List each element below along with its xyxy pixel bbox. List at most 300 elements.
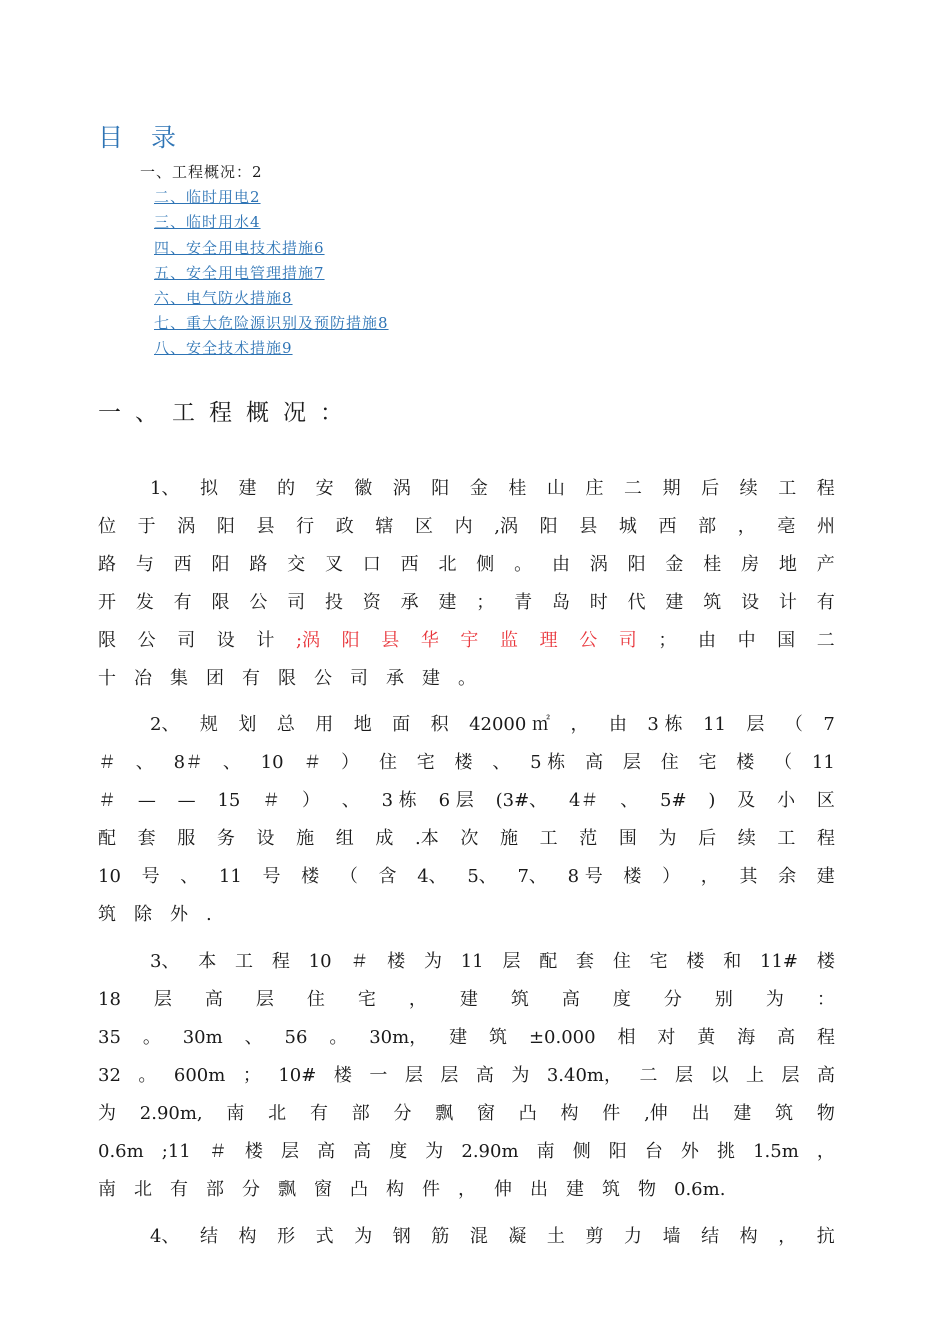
text-token: 设 xyxy=(256,828,275,849)
text-token: 阳 xyxy=(431,478,450,499)
text-token: 18 xyxy=(98,989,121,1010)
text-token: ） xyxy=(301,790,320,811)
text-token: 11 xyxy=(460,951,484,972)
text-token: 二 xyxy=(639,1065,658,1086)
text-token: 4、 xyxy=(417,866,447,887)
text-token: 中 xyxy=(737,630,756,651)
text-line xyxy=(98,706,835,744)
text-token: ， xyxy=(458,1179,476,1200)
text-token: 5、 xyxy=(467,866,497,887)
text-token: 阳 xyxy=(211,554,230,575)
text-token: 司 xyxy=(350,668,368,689)
paragraph-3 xyxy=(98,943,835,1209)
text-line xyxy=(98,943,835,981)
text-token: 楼 xyxy=(301,866,320,887)
text-token: 城 xyxy=(618,516,637,537)
text-token: ＃ xyxy=(350,951,369,972)
text-token: 阳 xyxy=(627,554,646,575)
text-token: 为 xyxy=(423,951,442,972)
text-line xyxy=(98,546,835,584)
text-token: 房 xyxy=(741,554,760,575)
text-token: 规 xyxy=(199,714,218,735)
text-token: 、 xyxy=(620,790,639,811)
text-line xyxy=(98,1171,835,1209)
text-token: 侧 xyxy=(572,1141,591,1162)
text-token: 构 xyxy=(238,1226,257,1247)
text-token: 庄 xyxy=(585,478,604,499)
text-token: 式 xyxy=(315,1226,334,1247)
text-token: ) xyxy=(708,790,716,811)
text-token: 划 xyxy=(238,714,257,735)
text-token: 一 xyxy=(369,1065,388,1086)
highlighted-text: ;涡 xyxy=(295,630,321,651)
highlighted-text: 理 xyxy=(539,630,558,651)
text-token: 黄 xyxy=(697,1027,716,1048)
highlighted-text: 县 xyxy=(381,630,400,651)
text-line xyxy=(98,508,835,546)
text-token: 用 xyxy=(315,714,334,735)
text-token: 分 xyxy=(393,1103,412,1124)
text-token: 筑 xyxy=(98,904,116,925)
text-token: 套 xyxy=(137,828,156,849)
text-token: 楼 xyxy=(736,752,755,773)
text-token: 层 xyxy=(255,989,274,1010)
text-token: 楼 xyxy=(333,1065,352,1086)
text-token: 公 xyxy=(314,668,332,689)
text-token: 号 xyxy=(141,866,160,887)
text-token: 楼 xyxy=(454,752,473,773)
text-token: 高 xyxy=(353,1141,372,1162)
text-token: 交 xyxy=(287,554,306,575)
text-token: 阳 xyxy=(216,516,235,537)
text-token: 、 xyxy=(222,752,241,773)
text-token: 与 xyxy=(135,554,154,575)
text-token: 11 xyxy=(218,866,242,887)
text-token: 别 xyxy=(714,989,733,1010)
text-token: 西 xyxy=(400,554,419,575)
text-token: 筑 xyxy=(775,1103,794,1124)
text-line xyxy=(98,622,835,660)
paragraph-4 xyxy=(98,1218,835,1256)
text-token: 层 xyxy=(622,752,641,773)
text-token: 套 xyxy=(576,951,595,972)
text-token: 区 xyxy=(816,790,835,811)
toc-entry-0: 一、工程概况：2 xyxy=(140,163,263,181)
text-token: 住 xyxy=(306,989,325,1010)
text-token: 楼 xyxy=(816,951,835,972)
text-token: 高 xyxy=(777,1027,796,1048)
text-token: 计 xyxy=(256,630,275,651)
text-token: 司 xyxy=(287,592,306,613)
text-token: ， xyxy=(778,1226,797,1247)
text-token: 。 xyxy=(329,1027,348,1048)
highlighted-text: 阳 xyxy=(341,630,360,651)
text-token: 有 xyxy=(173,592,192,613)
text-token: 构 xyxy=(560,1103,579,1124)
text-token: 高 xyxy=(817,1065,835,1086)
text-token: 内 xyxy=(454,516,473,537)
text-token: 于 xyxy=(137,516,156,537)
text-token: 路 xyxy=(98,554,116,575)
text-token: 开 xyxy=(98,592,116,613)
text-token: 设 xyxy=(216,630,235,651)
text-token: 剪 xyxy=(585,1226,604,1247)
text-token: 。 xyxy=(142,1027,161,1048)
text-token: 15 xyxy=(217,790,241,811)
text-token: 层 xyxy=(404,1065,423,1086)
text-line xyxy=(98,1133,835,1171)
text-token: 42000 ㎡ xyxy=(469,714,551,735)
toc-link-5[interactable]: 六、电气防火措施8 xyxy=(154,289,293,307)
text-line xyxy=(98,584,835,622)
text-token: 11 xyxy=(811,752,835,773)
text-token: 除 xyxy=(134,904,152,925)
text-token: 西 xyxy=(173,554,192,575)
text-token: 层 xyxy=(153,989,172,1010)
text-token: 住 xyxy=(378,752,397,773)
text-token: 建 xyxy=(449,1027,468,1048)
text-token: 配 xyxy=(539,951,558,972)
text-token: 7、 xyxy=(517,866,547,887)
toc-link-2[interactable]: 三、临时用水4 xyxy=(154,213,261,232)
text-token: ， xyxy=(408,989,427,1010)
text-token: 7 xyxy=(823,714,835,735)
text-token: 钢 xyxy=(392,1226,411,1247)
text-token: 结 xyxy=(200,1226,218,1247)
text-token: 建 xyxy=(459,989,478,1010)
text-token: ,伸 xyxy=(644,1103,668,1124)
text-line xyxy=(98,744,835,782)
text-token: ） xyxy=(662,866,681,887)
section-heading: 一、工程概况： xyxy=(98,400,357,426)
text-token: 10 xyxy=(98,866,121,887)
text-token: 总 xyxy=(276,714,295,735)
text-line xyxy=(98,858,835,896)
text-token: 窗 xyxy=(314,1179,332,1200)
text-token: 团 xyxy=(206,668,224,689)
text-token: 部 xyxy=(206,1179,224,1200)
text-token: 南 xyxy=(536,1141,555,1162)
text-token: 有 xyxy=(242,668,260,689)
text-token: 高 xyxy=(475,1065,494,1086)
text-line xyxy=(98,981,835,1019)
text-token: 山 xyxy=(546,478,565,499)
text-token: 部 xyxy=(351,1103,370,1124)
text-line xyxy=(98,470,835,508)
text-token: 位 xyxy=(98,516,116,537)
toc-link-4[interactable]: 五、安全用电管理措施7 xyxy=(154,263,325,282)
text-token: 筋 xyxy=(431,1226,450,1247)
text-token: ;11 xyxy=(161,1141,191,1162)
text-token: 0.6m xyxy=(98,1141,144,1162)
text-token: 3.40m， xyxy=(546,1065,622,1086)
text-token: 建 xyxy=(816,866,835,887)
text-token: 层 xyxy=(502,951,521,972)
text-token: 2.90m xyxy=(461,1141,519,1162)
text-token: 围 xyxy=(618,828,637,849)
text-token: 4＃ xyxy=(568,790,599,811)
text-token: 墙 xyxy=(662,1226,681,1247)
text-token: 承 xyxy=(400,592,419,613)
text-token: 3 栋 xyxy=(381,790,417,811)
text-token: 5# xyxy=(660,790,687,811)
text-token: 层 xyxy=(781,1065,800,1086)
text-token: 为 xyxy=(425,1141,444,1162)
text-token: 为 xyxy=(511,1065,530,1086)
text-token: 徽 xyxy=(354,478,373,499)
text-token: 飘 xyxy=(435,1103,454,1124)
text-token: ； xyxy=(476,592,495,613)
text-token: 工 xyxy=(777,828,796,849)
text-token: 楼 xyxy=(244,1141,263,1162)
text-token: 县 xyxy=(256,516,275,537)
toc-title: 目 录 xyxy=(98,123,186,152)
text-token: 层 xyxy=(675,1065,693,1086)
text-token: 有 xyxy=(816,592,835,613)
text-token: 2、 xyxy=(150,714,180,735)
text-token: 阳 xyxy=(539,516,558,537)
text-token: （ xyxy=(784,714,803,735)
text-token: 后 xyxy=(701,478,720,499)
text-token: 涡 xyxy=(392,478,411,499)
text-token: 建 xyxy=(422,668,440,689)
text-token: 的 xyxy=(277,478,296,499)
paragraph-1 xyxy=(98,470,835,698)
text-token: 住 xyxy=(660,752,679,773)
text-token: 高 xyxy=(317,1141,336,1162)
text-token: 混 xyxy=(469,1226,488,1247)
highlighted-text: 监 xyxy=(500,630,519,651)
paragraph-2 xyxy=(98,706,835,934)
text-token: 施 xyxy=(499,828,518,849)
text-token: 北 xyxy=(438,554,457,575)
text-token: 35 xyxy=(98,1027,121,1048)
text-token: 高 xyxy=(585,752,604,773)
text-token: 范 xyxy=(579,828,598,849)
text-token: 阳 xyxy=(608,1141,627,1162)
text-token: 拟 xyxy=(200,478,218,499)
text-token: ＃ xyxy=(208,1141,227,1162)
text-token: 筑 xyxy=(510,989,529,1010)
text-token: 地 xyxy=(353,714,372,735)
text-token: 桂 xyxy=(508,478,527,499)
text-line xyxy=(98,1218,835,1256)
text-token: 物 xyxy=(816,1103,835,1124)
text-token: 面 xyxy=(392,714,411,735)
text-token: — xyxy=(137,790,156,811)
text-token: 工 xyxy=(235,951,254,972)
text-token: 北 xyxy=(134,1179,152,1200)
text-token: ， xyxy=(816,1141,835,1162)
text-token: 限 xyxy=(98,630,116,651)
text-token: 二 xyxy=(816,630,835,651)
text-token: 宅 xyxy=(649,951,668,972)
toc-link-3[interactable]: 四、安全用电技术措施6 xyxy=(154,238,325,257)
text-token: ， xyxy=(700,866,719,887)
text-token: 亳 xyxy=(777,516,796,537)
text-token: 宅 xyxy=(416,752,435,773)
text-token: 海 xyxy=(737,1027,756,1048)
text-token: 司 xyxy=(177,630,196,651)
text-token: 10 xyxy=(308,951,332,972)
text-token: 为 xyxy=(98,1103,116,1124)
text-token: 组 xyxy=(335,828,354,849)
text-token: 8＃ xyxy=(173,752,204,773)
text-token: 施 xyxy=(296,828,315,849)
text-token: 挑 xyxy=(717,1141,735,1162)
text-token: ＃ xyxy=(98,752,116,773)
text-token: 构 xyxy=(386,1179,404,1200)
text-token: 8 号 xyxy=(567,866,603,887)
text-token: 期 xyxy=(662,478,681,499)
text-token: 青 xyxy=(514,592,533,613)
text-token: （ xyxy=(339,866,358,887)
text-token: 服 xyxy=(177,828,196,849)
text-token: 构 xyxy=(739,1226,758,1247)
text-token: 以 xyxy=(710,1065,729,1086)
text-line xyxy=(98,820,835,858)
text-token: ； xyxy=(658,630,677,651)
toc-link-7[interactable]: 八、安全技术措施9 xyxy=(154,339,293,358)
text-token: 续 xyxy=(739,478,758,499)
text-token: 度 xyxy=(612,989,631,1010)
text-token: 工 xyxy=(539,828,558,849)
text-token: 行 xyxy=(296,516,315,537)
text-token: 成 xyxy=(375,828,394,849)
text-token: 地 xyxy=(778,554,797,575)
text-token: 余 xyxy=(778,866,797,887)
text-token: 结 xyxy=(701,1226,720,1247)
text-line xyxy=(98,782,835,820)
text-token: 公 xyxy=(249,592,268,613)
text-token: 续 xyxy=(737,828,756,849)
text-token: 由 xyxy=(697,630,716,651)
text-token: 件 xyxy=(422,1179,440,1200)
text-token: 路 xyxy=(249,554,268,575)
text-token: 北 xyxy=(268,1103,287,1124)
text-token: 有 xyxy=(170,1179,188,1200)
text-token: 2.90m, xyxy=(139,1103,203,1124)
text-token: 凸 xyxy=(350,1179,368,1200)
text-token: 含 xyxy=(378,866,397,887)
text-token: 32 xyxy=(98,1065,121,1086)
text-token: 10# xyxy=(278,1065,317,1086)
text-token: 建 xyxy=(665,592,684,613)
text-token: 及 xyxy=(737,790,756,811)
text-token: 国 xyxy=(777,630,796,651)
text-token: 承 xyxy=(386,668,404,689)
text-line xyxy=(98,660,835,698)
text-token: 有 xyxy=(309,1103,328,1124)
text-line xyxy=(98,896,835,934)
text-token: 西 xyxy=(658,516,677,537)
text-token: 件 xyxy=(602,1103,621,1124)
text-token: 0.6m. xyxy=(674,1179,726,1200)
text-token: 工 xyxy=(778,478,797,499)
text-token: 出 xyxy=(691,1103,710,1124)
text-token: .本 xyxy=(415,828,439,849)
text-token: 。 xyxy=(514,554,533,575)
text-token: 桂 xyxy=(703,554,722,575)
text-token: 程 xyxy=(816,828,835,849)
text-token: 分 xyxy=(242,1179,260,1200)
text-token: 土 xyxy=(546,1226,565,1247)
text-token: 、 xyxy=(180,866,199,887)
text-token: ， xyxy=(737,516,756,537)
text-token: 、 xyxy=(135,752,154,773)
text-token: 公 xyxy=(137,630,156,651)
text-token: 州 xyxy=(816,516,835,537)
text-token: 十 xyxy=(98,668,116,689)
toc-link-1[interactable]: 二、临时用电2 xyxy=(154,188,261,207)
text-token: 和 xyxy=(723,951,742,972)
text-token: ,涡 xyxy=(494,516,518,537)
text-token: 为 xyxy=(765,989,784,1010)
text-token: 形 xyxy=(277,1226,296,1247)
text-token: 程 xyxy=(271,951,290,972)
text-token: 3 栋 xyxy=(647,714,683,735)
text-token: 限 xyxy=(211,592,230,613)
text-token: 口 xyxy=(362,554,381,575)
text-token: 涡 xyxy=(177,516,196,537)
text-token: 为 xyxy=(658,828,677,849)
text-token: 务 xyxy=(216,828,235,849)
text-line xyxy=(98,1095,835,1133)
text-token: 筑 xyxy=(602,1179,620,1200)
text-token: 凸 xyxy=(518,1103,537,1124)
text-token: 10 xyxy=(260,752,284,773)
text-token: 层 xyxy=(280,1141,299,1162)
text-token: （ xyxy=(774,752,793,773)
text-token: 金 xyxy=(665,554,684,575)
text-token: 南 xyxy=(226,1103,245,1124)
text-token: 其 xyxy=(739,866,758,887)
text-token: 5 栋 xyxy=(530,752,566,773)
text-token: 30m， xyxy=(369,1027,428,1048)
text-token: ＃ xyxy=(98,790,116,811)
text-token: 筑 xyxy=(489,1027,508,1048)
text-token: (3#、 xyxy=(495,790,548,811)
text-token: 台 xyxy=(644,1141,663,1162)
text-token: 投 xyxy=(324,592,343,613)
text-token: 住 xyxy=(612,951,631,972)
text-token: 抗 xyxy=(816,1226,835,1247)
text-token: 。 xyxy=(458,668,476,689)
text-token: 宅 xyxy=(357,989,376,1010)
text-token: 积 xyxy=(430,714,449,735)
text-token: 30m xyxy=(182,1027,223,1048)
toc-link-6[interactable]: 七、重大危险源识别及预防措施8 xyxy=(154,314,389,333)
text-token: 程 xyxy=(816,478,835,499)
text-token: 高 xyxy=(561,989,580,1010)
text-token: ， xyxy=(570,714,589,735)
text-token: 资 xyxy=(362,592,381,613)
text-token: 上 xyxy=(746,1065,764,1086)
text-token: ＃ xyxy=(262,790,281,811)
text-token: 配 xyxy=(98,828,116,849)
text-token: 金 xyxy=(469,478,488,499)
text-token: 伸 xyxy=(494,1179,512,1200)
text-token: ） xyxy=(341,752,360,773)
text-token: 建 xyxy=(566,1179,584,1200)
text-token: 产 xyxy=(816,554,835,575)
highlighted-text: 华 xyxy=(420,630,439,651)
text-token: 建 xyxy=(238,478,257,499)
text-token: 限 xyxy=(278,668,296,689)
text-token: 凝 xyxy=(508,1226,527,1247)
text-token: . xyxy=(206,904,212,925)
text-token: 涡 xyxy=(589,554,608,575)
